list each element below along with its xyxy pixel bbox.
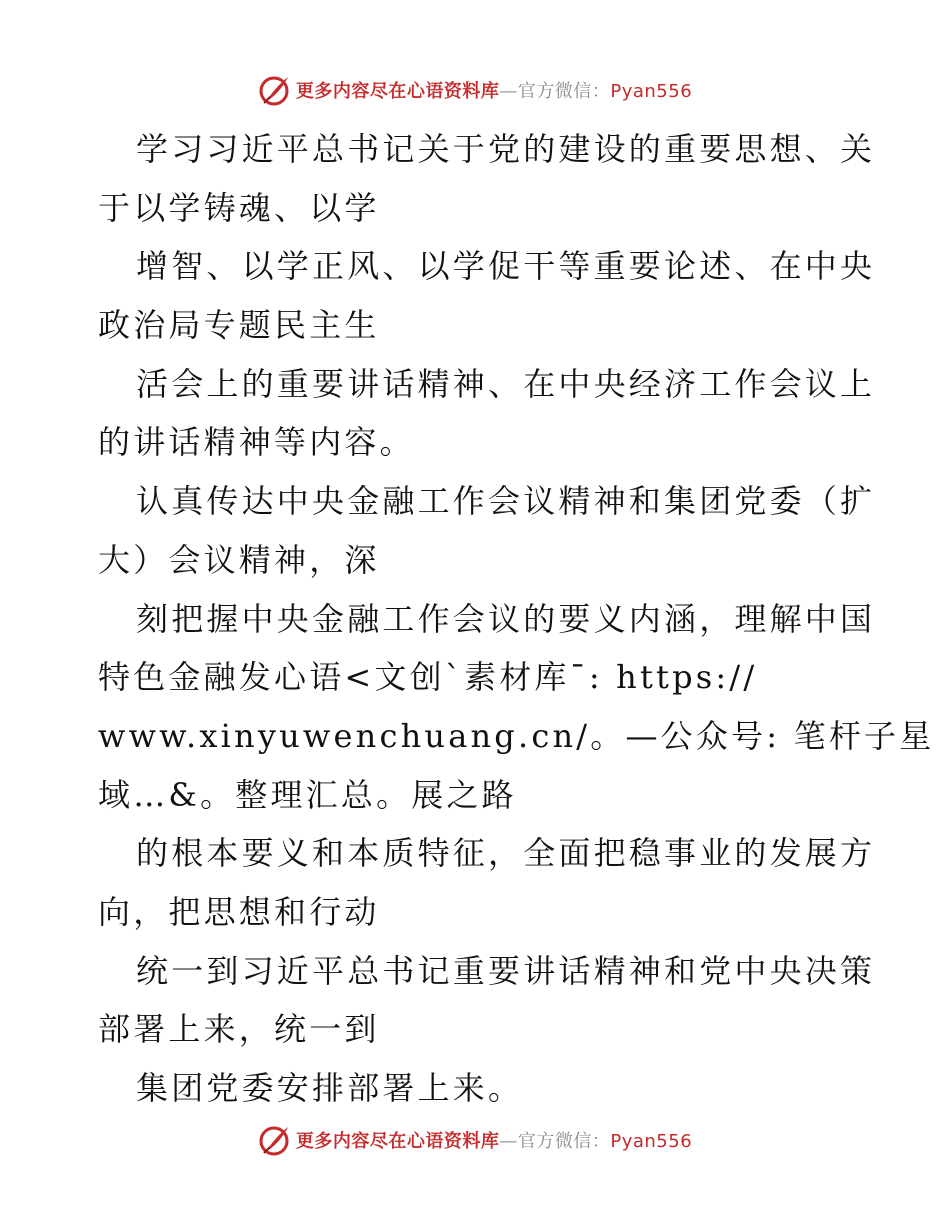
banner-dash: — [499,81,518,102]
body-line: www.xinyuwenchuang.cn/。—公众号: 笔杆子星 [98,716,935,755]
body-line: 部署上来，统一到 [98,1010,380,1049]
body-line: 特色金融发心语<文创`素材库¯: https:// [98,658,758,697]
feather-pen-logo-icon [258,1123,292,1157]
banner-dash: — [499,1131,518,1152]
footer-watermark-banner [0,1120,950,1160]
body-line: 认真传达中央金融工作会议精神和集团党委（扩 [136,482,876,521]
body-line: 刻把握中央金融工作会议的要义内涵，理解中国 [136,599,876,638]
feather-pen-logo-icon [258,73,292,107]
banner-title: 更多内容尽在心语资料库 [295,81,500,102]
body-line: 政治局专题民主生 [98,306,380,345]
body-line: 增智、以学正风、以学促干等重要论述、在中央 [136,247,876,286]
banner-title: 更多内容尽在心语资料库 [295,1131,500,1152]
body-line: 活会上的重要讲话精神、在中央经济工作会议上 [136,364,876,403]
banner-wechat-label: 官方微信： [517,1131,611,1152]
header-watermark-banner [0,70,950,110]
banner-wechat-id: Pyan556 [610,81,693,102]
body-line: 的根本要义和本质特征，全面把稳事业的发展方 [136,834,876,873]
body-line: 集团党委安排部署上来。 [136,1069,524,1107]
banner-wechat-label: 官方微信： [517,81,611,102]
body-line: 向，把思想和行动 [98,892,380,931]
body-line: 统一到习近平总书记重要讲话精神和党中央决策 [136,951,876,990]
body-line: 于以学铸魂、以学 [98,188,380,227]
body-line: 域…&。整理汇总。展之路 [98,775,517,814]
body-line: 大）会议精神，深 [98,540,380,579]
body-line: 学习习近平总书记关于党的建设的重要思想、关 [136,130,876,168]
body-line: 的讲话精神等内容。 [98,423,415,462]
document-body [98,120,935,1118]
banner-wechat-id: Pyan556 [610,1131,693,1152]
